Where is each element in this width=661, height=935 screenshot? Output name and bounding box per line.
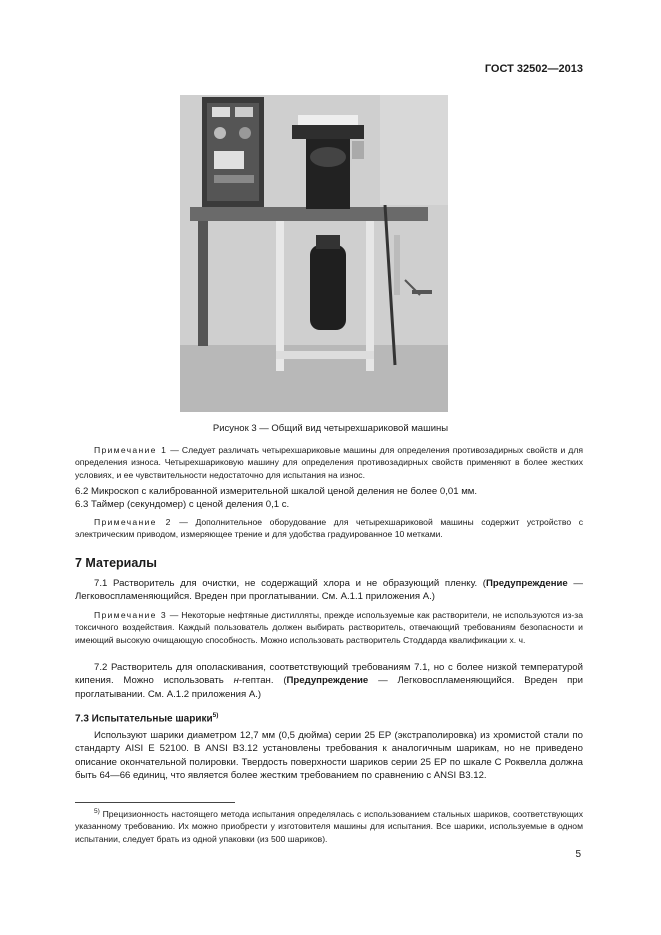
item-6-2: 6.2 Микроскоп с калиброванной измерительной шкалой ценой деления не более 0,01 мм. (75, 486, 478, 497)
paragraph-7-2 (75, 661, 583, 701)
footnote-text: Прецизионность настоящего метода испытания определялась с использованием стальных шариков, соответствующих указанному требованию. Их можно приобрести у изготовителя машины для испытания. Все шарики, используемые в одном испытании, следует брать из одной упаковки (из 500 шариков). (75, 808, 583, 844)
paragraph-7-1 (75, 577, 583, 604)
footnote-ref: 5) (212, 712, 219, 719)
section-7-heading: 7 Материалы (75, 556, 157, 570)
footnote-5 (75, 806, 583, 845)
note-1 (75, 444, 583, 481)
p72-text: 7.2 Растворитель для ополаскивания, соответствующий требованиям 7.1, но с более низкой температурой кипения. Можно использовать (75, 662, 583, 687)
note-1-label: Примечание 1 (94, 445, 168, 455)
p71-text: 7.1 Растворитель для очистки, не содержащий хлора и не образующий пленку. ( (94, 578, 486, 589)
note-2-text: — Дополнительное оборудование для четырехшариковой машины содержит устройство с электрическим приводом, измеряющее трение и для удобства градуированное 10 метками. (75, 517, 583, 540)
paragraph-7-3: Используют шарики диаметром 12,7 мм (0,5 дюйма) серии 25 ЕР (экстраполировка) из хромистой стали по стандарту AISI E 52100. В ANSI B3.12 установлены требования к аналогичным шарикам, но не приведено описание окончательной полировки. Твердость поверхности шариков серии 25 ЕР по шкале С Роквелла должна быть 64—66 единиц, что является более жестким требованием по сравнению с ANSI B3.12. (75, 730, 583, 781)
p72-italic: н (233, 675, 239, 687)
p72-mid: -гептан. ( (238, 675, 287, 687)
document-header: ГОСТ 32502—2013 (484, 63, 583, 75)
footnote-mark: 5) (94, 808, 100, 815)
footnote-separator (75, 802, 235, 803)
figure-photo (180, 95, 448, 412)
subsection-7-3-heading (75, 712, 218, 724)
p71-rest: — Легковоспламеняющийся. Вреден при проглатывании. См. А.1.1 приложения А.) (75, 578, 583, 603)
figure-caption: Рисунок 3 — Общий вид четырехшариковой машины (212, 423, 449, 434)
note-3 (75, 609, 583, 646)
p72-rest: — Легковоспламеняющийся. Вреден при проглатывании. См. А.1.2 приложения А.) (75, 675, 583, 700)
note-3-label: Примечание 3 (94, 610, 167, 620)
note-3-text: — Некоторые нефтяные дистилляты, прежде используемые как растворители, не используются из-за токсичного воздействия. Каждый пользователь должен выбирать растворитель, отвечающий требованиям безопасности и имеющий высокую очищающую способность. Можно использовать растворитель Стоддарда квалификации х. ч. (75, 610, 583, 645)
p71-warning: Предупреждение (485, 578, 568, 589)
page-number: 5 (575, 849, 581, 860)
note-2-label: Примечание 2 (94, 517, 172, 527)
note-1-text: — Следует различать четырехшариковые машины для определения противозадирных свойств и для определения износа. Четырехшариковую машину для определения противозадирных свойств применяют в более жестких условиях, и ее чувствительности недостаточно для испытания на износ. (75, 445, 583, 480)
item-6-3: 6.3 Таймер (секундомер) с ценой деления 0,1 с. (75, 499, 290, 510)
four-ball-machine-image (180, 95, 448, 412)
p72-warning: Предупреждение (286, 675, 369, 687)
note-2 (75, 516, 583, 541)
sub73-title: 7.3 Испытательные шарики (75, 713, 213, 725)
